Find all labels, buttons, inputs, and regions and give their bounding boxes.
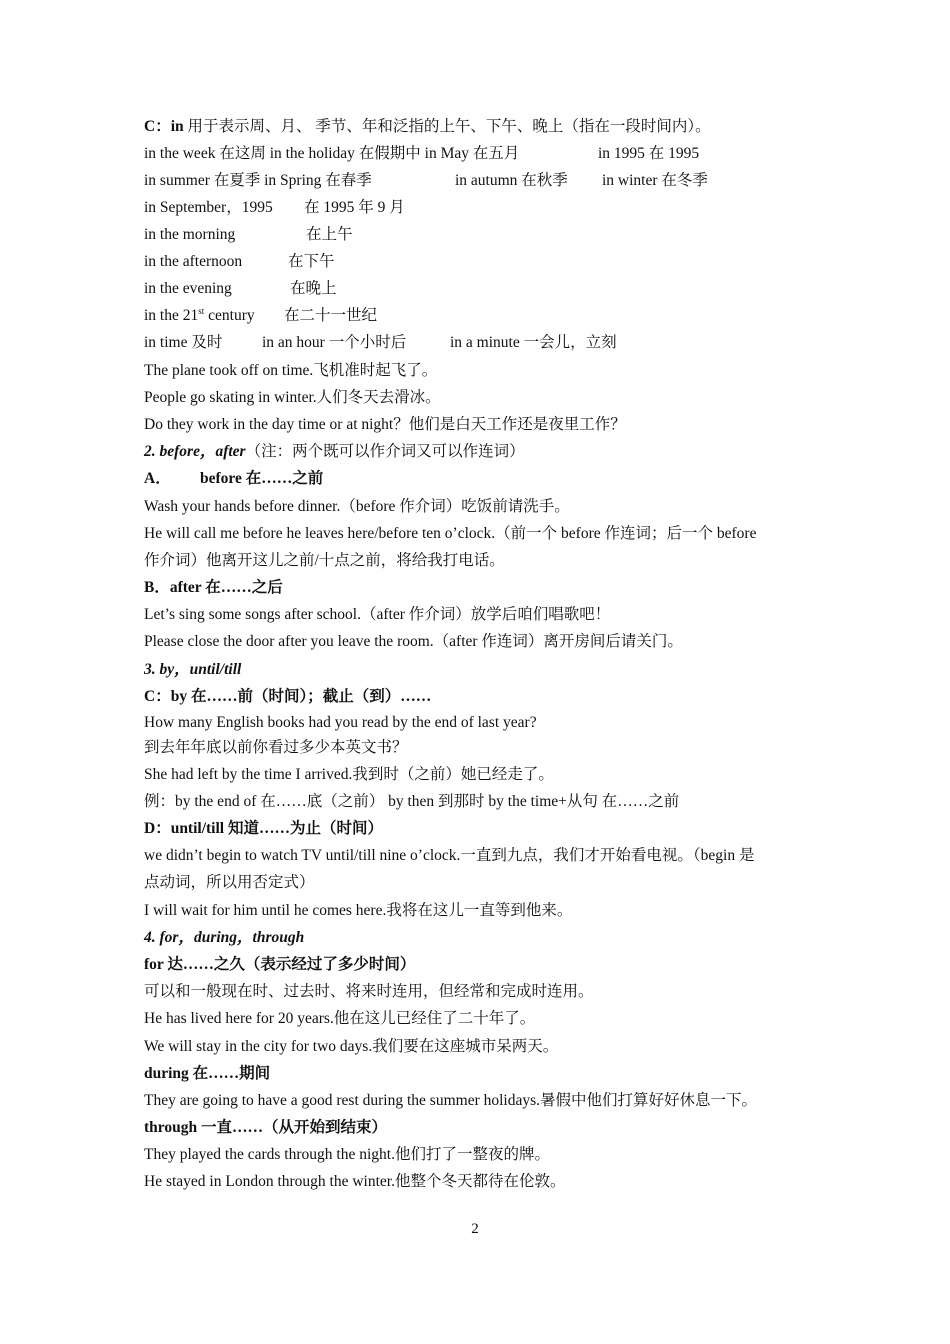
example-text: in the 21 [144,307,199,324]
sentence: He has lived here for 20 years.他在这儿已经住了二十年了。 [144,1010,536,1027]
sentence: 可以和一般现在时、过去时、将来时连用，但经常和完成时连用。 [144,983,594,1000]
sentence: I will wait for him until he comes here.我将在这儿一直等到他来。 [144,902,573,919]
section-heading-by-until: 3. by，until/till [144,661,242,678]
sentence: 到去年年底以前你看过多少本英文书？ [144,739,408,756]
sentence: They are going to have a good rest during the summer holidays.暑假中他们打算好好休息一下。 [144,1092,758,1109]
example-translation: 在上午 [306,226,353,243]
sentence: Let’s sing some songs after school.（after 作介词）放学后咱们唱歌吧！ [144,606,611,623]
ordinal-suffix: st [198,305,205,316]
example-translation: 在晚上 [290,280,337,297]
subheading-during: during 在……期间 [144,1065,271,1082]
example-translation: 在二十一世纪 [284,307,378,324]
section-heading-for-during-through: 4. for，during，through [144,929,305,946]
section-title: 2. before，after [144,443,246,460]
sentence: Wash your hands before dinner.（before 作介词）吃饭前请洗手。 [144,498,570,515]
subheading-text: before 在……之前 [200,470,324,487]
example-text: in an hour 一个小时后 [262,334,407,351]
example-text: in the evening [144,280,232,297]
sentence: 例：by the end of 在……底（之前） by then 到那时 by the time+从句 在……之前 [144,793,680,810]
example-text: in autumn 在秋季 [455,172,568,189]
sentence: 作介词）他离开这儿之前/十点之前，将给我打电话。 [144,552,505,569]
example-text: in September，1995 [144,199,273,216]
section-heading-before-after [144,442,814,462]
example-text: in the afternoon [144,253,243,270]
example-text: in 1995 在 1995 [598,145,700,162]
example-text: in a minute 一会儿，立刻 [450,334,617,351]
line-in-rule [144,117,814,137]
example-text: in the week 在这周 in the holiday 在假期中 in May 在五月 [144,145,520,162]
rule-text: 用于表示周、月、 季节、年和泛指的上午、下午、晚上（指在一段时间内）。 [183,118,711,135]
example-translation: 在 1995 年 9 月 [304,199,405,216]
section-note: （注：两个既可以作介词又可以作连词） [245,443,525,460]
sentence: He stayed in London through the winter.他整个冬天都待在伦敦。 [144,1173,566,1190]
sentence: She had left by the time I arrived.我到时（之前）她已经走了。 [144,766,554,783]
sentence: Please close the door after you leave the room.（after 作连词）离开房间后请关门。 [144,633,683,650]
sentence: The plane took off on time.飞机准时起飞了。 [144,362,438,379]
sentence: 点动词，所以用否定式） [144,874,315,891]
subheading-through: through 一直……（从开始到结束） [144,1119,387,1136]
sentence: How many English books had you read by the end of last year? [144,714,537,731]
example-translation: 在下午 [288,253,335,270]
subheading-after: B．after 在……之后 [144,579,283,596]
subheading-by: C：by 在……前（时间）；截止（到）…… [144,688,432,705]
sentence: People go skating in winter.人们冬天去滑冰。 [144,389,441,406]
sentence: We will stay in the city for two days.我们要在这座城市呆两天。 [144,1038,559,1055]
subheading-for: for 达……之久（表示经过了多少时间） [144,956,416,973]
page-number: 2 [471,1221,479,1237]
example-text: in the morning [144,226,236,243]
example-text: in winter 在冬季 [602,172,708,189]
sentence: They played the cards through the night.他们打了一整夜的牌。 [144,1146,550,1163]
sentence: He will call me before he leaves here/before ten o’clock.（前一个 before 作连词；后一个 before [144,525,757,542]
rule-label: C：in [144,118,184,135]
sentence: Do they work in the day time or at night？他们是白天工作还是夜里工作？ [144,416,626,433]
example-text: century [204,307,255,324]
sentence: we didn’t begin to watch TV until/till nine o’clock.一直到九点，我们才开始看电视。（begin 是 [144,847,755,864]
example-text: in time 及时 [144,334,223,351]
example-text: in summer 在夏季 in Spring 在春季 [144,172,372,189]
subheading-until: D：until/till 知道……为止（时间） [144,820,383,837]
subheading-label: A． [144,470,171,487]
